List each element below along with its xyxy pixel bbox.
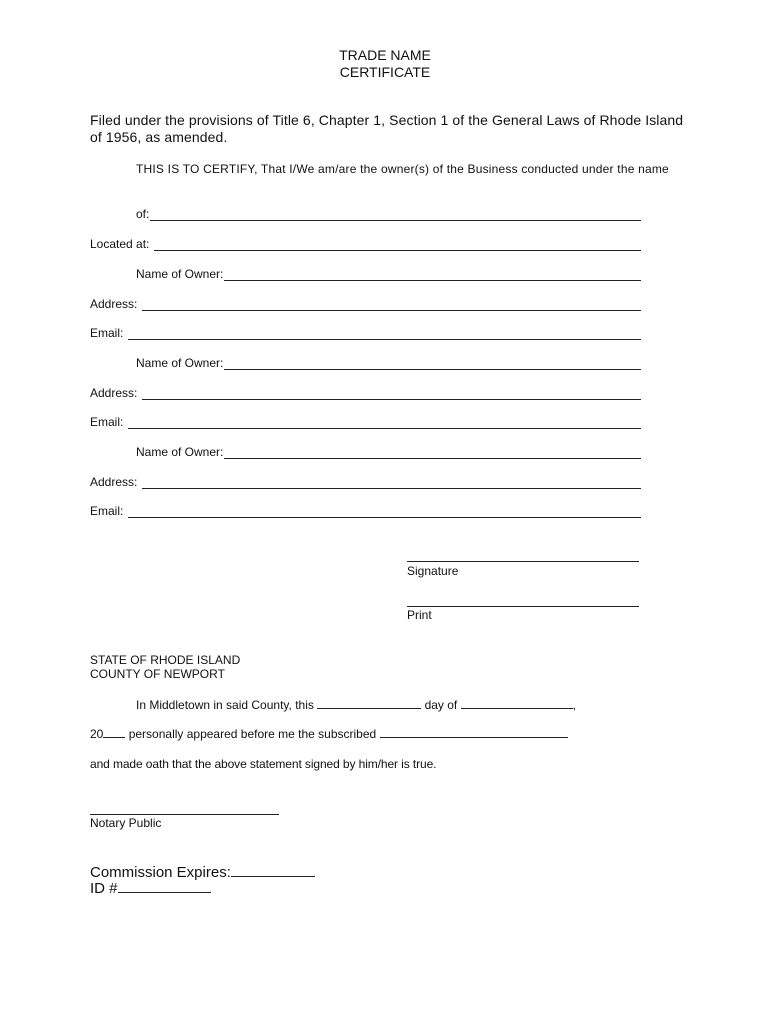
notary-text-c: ,: [572, 698, 576, 712]
notary-appeared-text: personally appeared before me the subscribed: [128, 727, 377, 741]
subscriber-blank[interactable]: [380, 726, 568, 738]
month-blank[interactable]: [461, 697, 573, 709]
print-label: Print: [407, 608, 432, 622]
owner-name-line[interactable]: [224, 268, 641, 281]
document-title-line2: CERTIFICATE: [339, 64, 431, 80]
owner-address-label: Address:: [90, 297, 138, 311]
owner-1-address-field[interactable]: [90, 295, 641, 311]
id-number-line: [90, 879, 211, 897]
owner-address-label: Address:: [90, 386, 138, 400]
notary-text-b: day of: [424, 698, 458, 712]
intro-line-2: of 1956, as amended.: [90, 129, 228, 145]
owner-address-line[interactable]: [142, 298, 641, 311]
owner-2-name-field[interactable]: [136, 354, 641, 370]
owner-address-line[interactable]: [142, 476, 641, 489]
commission-expires-blank[interactable]: [231, 863, 315, 877]
year-blank[interactable]: [103, 726, 125, 738]
owner-email-line[interactable]: [128, 416, 641, 429]
owner-1-email-field[interactable]: [90, 324, 641, 340]
owner-name-label: Name of Owner:: [136, 356, 224, 370]
year-prefix: 20: [90, 727, 104, 741]
print-line[interactable]: [407, 606, 639, 607]
notary-day-line: [136, 697, 576, 712]
id-number-label: ID #: [90, 880, 118, 897]
certify-statement: THIS IS TO CERTIFY, That I/We am/are the owner(s) of the Business conducted under the name: [136, 162, 669, 176]
owner-address-line[interactable]: [142, 387, 641, 400]
owner-name-label: Name of Owner:: [136, 267, 224, 281]
notary-signature-line[interactable]: [90, 814, 279, 815]
county-heading: COUNTY OF NEWPORT: [90, 667, 225, 681]
owner-email-label: Email:: [90, 415, 124, 429]
notary-text-a: In Middletown in said County, this: [136, 698, 314, 712]
location-label: Located at:: [90, 237, 150, 251]
owner-3-name-field[interactable]: [136, 443, 641, 459]
owner-email-label: Email:: [90, 326, 124, 340]
business-name-label: of:: [136, 207, 150, 221]
owner-email-label: Email:: [90, 504, 124, 518]
owner-name-line[interactable]: [224, 357, 641, 370]
owner-email-line[interactable]: [128, 327, 641, 340]
owner-3-address-field[interactable]: [90, 473, 641, 489]
notary-public-label: Notary Public: [90, 816, 162, 830]
owner-email-line[interactable]: [128, 505, 641, 518]
signature-line[interactable]: [407, 561, 639, 562]
location-line[interactable]: [154, 238, 641, 251]
owner-address-label: Address:: [90, 475, 138, 489]
owner-2-email-field[interactable]: [90, 413, 641, 429]
document-title-line1: TRADE NAME: [339, 47, 431, 63]
notary-year-line: [90, 726, 568, 741]
id-number-blank[interactable]: [118, 879, 211, 893]
intro-line-1: Filed under the provisions of Title 6, Chapter 1, Section 1 of the General Laws of Rhode Island: [90, 112, 684, 128]
owner-name-label: Name of Owner:: [136, 445, 224, 459]
owner-name-line[interactable]: [224, 446, 641, 459]
owner-3-email-field[interactable]: [90, 502, 641, 518]
business-name-field[interactable]: [136, 205, 641, 221]
owner-1-name-field[interactable]: [136, 265, 641, 281]
oath-statement: and made oath that the above statement signed by him/her is true.: [90, 757, 437, 771]
location-field[interactable]: [90, 235, 641, 251]
state-heading: STATE OF RHODE ISLAND: [90, 653, 241, 667]
business-name-line[interactable]: [150, 208, 641, 221]
day-blank[interactable]: [317, 697, 421, 709]
signature-label: Signature: [407, 564, 459, 578]
owner-2-address-field[interactable]: [90, 384, 641, 400]
commission-expires-label: Commission Expires:: [90, 864, 231, 881]
